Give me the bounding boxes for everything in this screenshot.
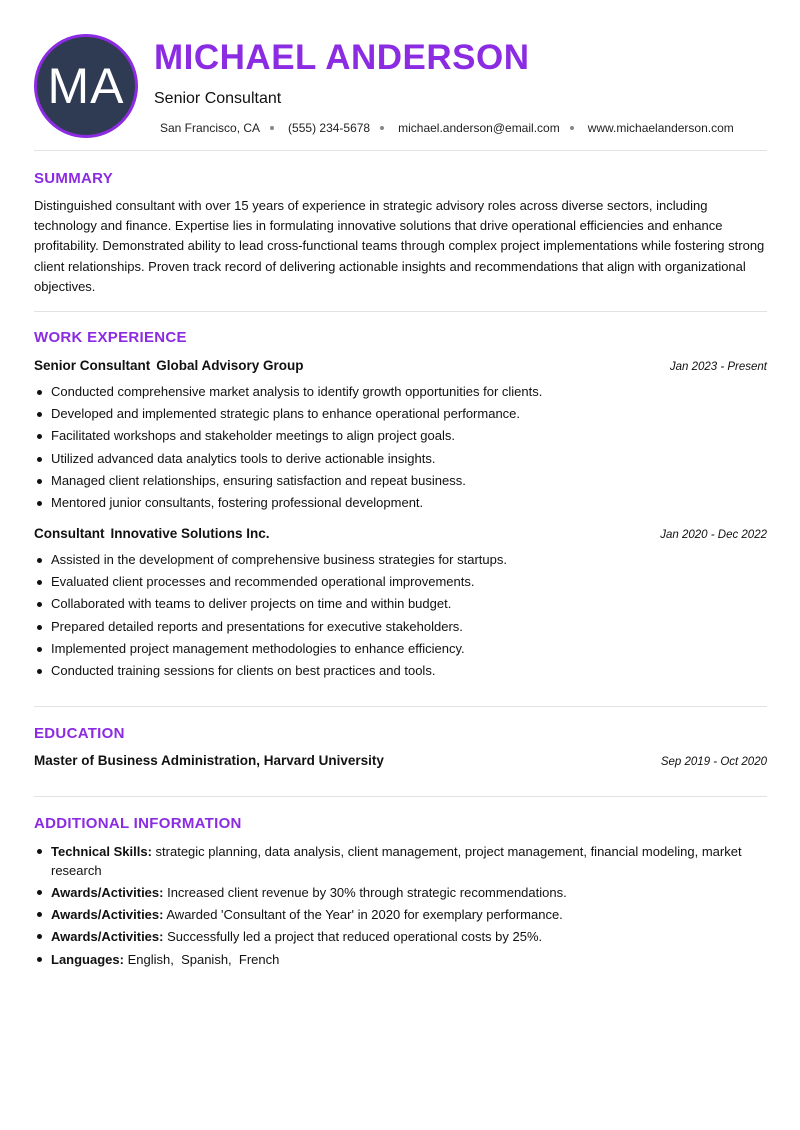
contact-location: San Francisco, CA — [160, 121, 261, 135]
job-bullets — [34, 549, 767, 682]
list-item: Mentored junior consultants, fostering professional development. — [34, 492, 767, 514]
job-dates: Jan 2020 - Dec 2022 — [660, 529, 767, 541]
list-item: Conducted comprehensive market analysis to identify growth opportunities for clients. — [34, 381, 767, 403]
job-title: Senior Consultant — [154, 90, 282, 107]
list-item: Prepared detailed reports and presentations for executive stakeholders. — [34, 616, 767, 638]
list-item: Implemented project management methodologies to enhance efficiency. — [34, 638, 767, 660]
list-item: Managed client relationships, ensuring satisfaction and repeat business. — [34, 470, 767, 492]
job-company: Innovative Solutions Inc. — [110, 526, 270, 541]
summary-text: Distinguished consultant with over 15 years of experience in strategic advisory roles across diverse sectors, including technology and finance. Expertise lies in formulating innovative solutions that drive operational efficiencies and enhance profitability. Demonstrated ability to lead cross-functional teams through complex project implementations while fostering strong client relationships. Proven track record of delivering actionable insights and recommendations that align with organizational objectives. — [34, 198, 765, 294]
list-item — [34, 950, 767, 969]
item-label: Languages: — [51, 952, 124, 967]
list-item: Developed and implemented strategic plans to enhance operational performance. — [34, 403, 767, 425]
job-role: Consultant — [34, 526, 105, 541]
item-text: English, Spanish, French — [127, 952, 280, 967]
item-label: Technical Skills: — [51, 844, 152, 859]
item-text: Awarded 'Consultant of the Year' in 2020 for exemplary performance. — [166, 907, 563, 922]
additional-list — [34, 842, 767, 972]
list-item: Utilized advanced data analytics tools to derive actionable insights. — [34, 448, 767, 470]
experience-heading: WORK EXPERIENCE — [34, 329, 187, 346]
item-label: Awards/Activities: — [51, 929, 164, 944]
avatar — [34, 34, 138, 138]
job-role-company — [34, 526, 270, 541]
item-text: Increased client revenue by 30% through strategic recommendations. — [167, 885, 567, 900]
additional-heading: ADDITIONAL INFORMATION — [34, 815, 242, 832]
item-label: Awards/Activities: — [51, 907, 164, 922]
item-text: strategic planning, data analysis, client management, project management, financial modeling, market research — [51, 844, 742, 878]
divider — [34, 311, 767, 312]
contact-website[interactable]: www.michaelanderson.com — [587, 121, 734, 135]
list-item — [34, 927, 767, 946]
divider — [34, 796, 767, 797]
job-header — [34, 526, 767, 541]
list-item: Collaborated with teams to deliver projects on time and within budget. — [34, 593, 767, 615]
job-header — [34, 358, 767, 373]
job-role: Senior Consultant — [34, 358, 151, 373]
divider — [34, 150, 767, 151]
avatar-initials: MA — [47, 58, 125, 114]
separator-dot — [270, 126, 274, 130]
list-item — [34, 905, 767, 924]
list-item — [34, 842, 767, 880]
education-dates: Sep 2019 - Oct 2020 — [660, 756, 767, 768]
contact-phone: (555) 234-5678 — [288, 121, 371, 135]
job-company: Global Advisory Group — [156, 358, 304, 373]
summary-heading: SUMMARY — [34, 170, 114, 187]
education-heading: EDUCATION — [34, 725, 125, 742]
list-item: Assisted in the development of comprehensive business strategies for startups. — [34, 549, 767, 571]
item-text: Successfully led a project that reduced operational costs by 25%. — [167, 929, 543, 944]
job-bullets — [34, 381, 767, 514]
candidate-name: MICHAEL ANDERSON — [154, 38, 530, 77]
job-role-company — [34, 358, 304, 373]
divider — [34, 706, 767, 707]
contact-line — [160, 120, 734, 136]
education-entry — [34, 753, 767, 768]
list-item: Evaluated client processes and recommended operational improvements. — [34, 571, 767, 593]
separator-dot — [380, 126, 384, 130]
item-label: Awards/Activities: — [51, 885, 164, 900]
list-item: Facilitated workshops and stakeholder meetings to align project goals. — [34, 425, 767, 447]
separator-dot — [570, 126, 574, 130]
job-dates: Jan 2023 - Present — [669, 361, 767, 373]
education-degree: Master of Business Administration, Harvard University — [34, 753, 384, 768]
contact-email[interactable]: michael.anderson@email.com — [398, 121, 560, 135]
list-item — [34, 883, 767, 902]
list-item: Conducted training sessions for clients on best practices and tools. — [34, 660, 767, 682]
